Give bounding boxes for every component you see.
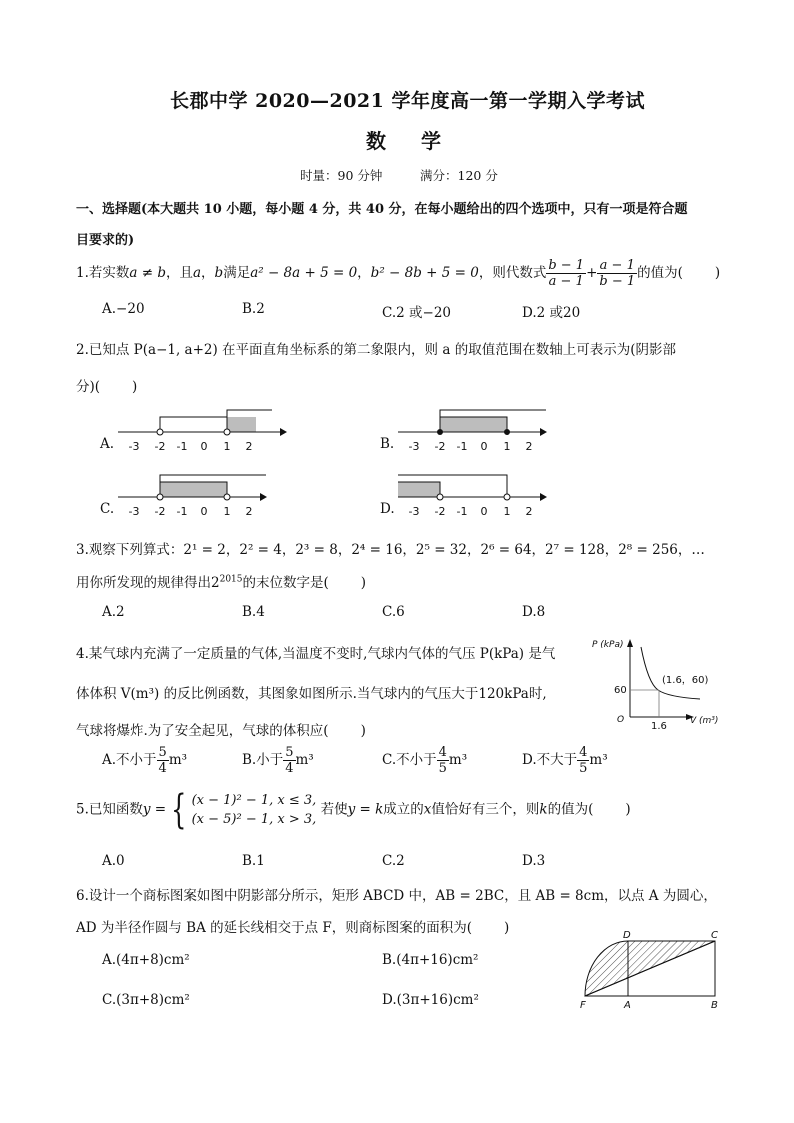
y-axis-label: P (kPa) [592, 640, 624, 650]
tick-label: 0 [200, 505, 208, 518]
q1-option-d[interactable]: D.2 或20 [522, 305, 581, 321]
q2-label-a: A. [100, 436, 115, 452]
q2-label-d: D. [380, 501, 395, 517]
hyperbola-curve [641, 647, 700, 699]
q3-option-b[interactable]: B.4 [242, 604, 265, 620]
number-line-b [380, 405, 570, 455]
question-6: 6.设计一个商标图案如图中阴影部分所示，矩形 ABCD 中，AB = 2BC，且 AB = 8cm，以点 A 为圆心， [76, 888, 717, 904]
pressure-volume-graph [588, 635, 728, 730]
q1-var: b [214, 265, 224, 281]
open-dot [437, 494, 443, 500]
shaded-region [227, 417, 256, 432]
question-3: 3.观察下列算式：2¹ = 2，2² = 4，2³ = 8，2⁴ = 16，2⁵ = 32，2⁶ = 64，2⁷ = 128，2⁸ = 256，… [76, 542, 705, 558]
tick-label: 1 [223, 440, 231, 453]
origin-label: O [617, 715, 625, 725]
q1-option-c[interactable]: C.2 或−20 [382, 305, 452, 321]
logo-figure [575, 930, 725, 1015]
shaded-region [398, 482, 440, 497]
tick-label: -2 [154, 505, 166, 518]
number-line-c [100, 470, 290, 520]
q1-var: a [192, 265, 202, 281]
arrow-icon [540, 493, 547, 501]
x-axis-label: V (m³) [690, 716, 719, 726]
q3-option-a[interactable]: A.2 [102, 604, 125, 620]
question-4-cont: 体体积 V(m³) 的反比例函数，其图象如图所示.当气球内的气压大于120kPa时, [76, 686, 547, 702]
q1-text: ，且 [165, 265, 193, 281]
tick-label: 0 [480, 440, 488, 453]
q4-option-d[interactable]: D.不大于 $\frac{4}{5}$ m³ [522, 745, 608, 776]
tick-label: 0 [480, 505, 488, 518]
q3-option-d[interactable]: D.8 [522, 604, 546, 620]
q1-option-b[interactable]: B.2 [242, 301, 265, 317]
label-f: F [580, 1000, 586, 1011]
tick-label: -2 [434, 505, 446, 518]
question-6-cont: AD 为半径作圆与 BA 的延长线相交于点 F，则商标图案的面积为( ) [76, 920, 510, 936]
tick-label: -3 [128, 440, 140, 453]
label-b: B [711, 1000, 718, 1011]
q1-eq: b² − 8b + 5 = 0 [370, 265, 479, 281]
open-dot [157, 429, 163, 435]
q1-text: 满足 [223, 265, 251, 281]
q2-option-a[interactable] [100, 405, 290, 459]
y-tick-label: 60 [614, 685, 627, 696]
q4-option-c[interactable]: C.不小于 $\frac{4}{5}$ m³ [382, 745, 468, 776]
q6-option-d[interactable]: D.(3π+16)cm² [382, 992, 479, 1008]
q6-option-c[interactable]: C.(3π+8)cm² [102, 992, 190, 1008]
q5-option-c[interactable]: C.2 [382, 853, 405, 869]
label-c: C [711, 930, 718, 941]
arrow-icon [260, 493, 267, 501]
question-4-cont2: 气球将爆炸.为了安全起见，气球的体积应( ) [76, 723, 366, 739]
q1-plus: + [586, 265, 598, 281]
exam-score: 满分：120 分 [420, 168, 498, 183]
q2-label-c: C. [100, 501, 115, 517]
tick-label: 2 [245, 440, 253, 453]
q1-text: ， [201, 265, 215, 281]
tick-label: -3 [408, 505, 420, 518]
q5-option-b[interactable]: B.1 [242, 853, 265, 869]
open-dot [504, 494, 510, 500]
q1-close: ) [714, 265, 721, 281]
number-line-d [380, 470, 570, 520]
q2-option-c[interactable] [100, 470, 290, 524]
q3-option-c[interactable]: C.6 [382, 604, 405, 620]
q5-y-eq: y = [142, 801, 167, 818]
tick-label: -1 [456, 440, 468, 453]
arrow-icon [280, 428, 287, 436]
tick-label: 2 [525, 505, 533, 518]
q2-label-b: B. [380, 436, 395, 452]
q5-option-d[interactable]: D.3 [522, 853, 546, 869]
q4-option-a[interactable]: A.不小于 $\frac{5}{4}$ m³ [102, 745, 188, 776]
shaded-region [160, 482, 227, 497]
q1-text: 的值为( [637, 265, 683, 281]
number-line-a [100, 405, 290, 455]
label-d: D [623, 930, 631, 941]
tick-label: 1 [503, 505, 511, 518]
filled-dot [437, 429, 443, 435]
q1-text: 1.若实数 [76, 265, 130, 281]
q1-fraction: $\frac{a - 1}{b - 1}$ [599, 258, 636, 289]
q1-eq: a² − 8a + 5 = 0 [250, 265, 358, 281]
shaded-region [440, 417, 507, 432]
section-heading: 一、选择题(本大题共 10 小题，每小题 4 分，共 40 分，在每小题给出的四个选项中，只有一项是符合题 [76, 202, 688, 217]
tick-label: 1 [503, 440, 511, 453]
tick-label: 2 [245, 505, 253, 518]
arrow-icon [540, 428, 547, 436]
tick-label: -2 [154, 440, 166, 453]
q6-option-a[interactable]: A.(4π+8)cm² [102, 952, 190, 968]
point-label: (1.6，60) [662, 675, 709, 686]
q4-option-b[interactable]: B.小于 $\frac{5}{4}$ m³ [242, 745, 314, 776]
q5-piecewise: (x − 1)² − 1, x ≤ 3, (x − 5)² − 1, x > 3, [191, 793, 317, 827]
open-dot [157, 494, 163, 500]
question-2-cont: 分)( ) [76, 379, 138, 395]
open-dot [224, 494, 230, 500]
q3-power: $2^{2015}$ [211, 574, 243, 591]
tick-label: 1 [223, 505, 231, 518]
brace-icon: { [171, 787, 187, 833]
question-3-cont: 用你所发现的规律得出$2^{2015}$的末位数字是( ) [76, 574, 367, 591]
open-dot [224, 429, 230, 435]
q1-option-a[interactable]: A.−20 [102, 301, 145, 317]
question-1: 1.若实数a ≠ b，且a，b满足a² − 8a + 5 = 0，b² − 8b + 5 = 0，则代数式 $\frac{b - 1}{a - 1}$ + $\frac{a - 1}{b - 1}$ 的值为( ) [76, 258, 721, 289]
tick-label: 0 [200, 440, 208, 453]
q1-fraction: $\frac{b - 1}{a - 1}$ [548, 258, 585, 289]
q5-option-a[interactable]: A.0 [102, 853, 125, 869]
question-4: 4.某气球内充满了一定质量的气体,当温度不变时,气球内气体的气压 P(kPa) 是气 [76, 646, 556, 662]
subject-title: 数 学 [366, 129, 455, 153]
tick-label: -3 [408, 440, 420, 453]
label-a: A [624, 1000, 631, 1011]
arrow-icon [627, 639, 633, 647]
q1-cond: a ≠ b [129, 265, 166, 281]
question-2: 2.已知点 P(a−1, a+2) 在平面直角坐标系的第二象限内，则 a 的取值范围在数轴上可表示为(阴影部 [76, 342, 676, 358]
question-5: 5.已知函数y = { (x − 1)² − 1, x ≤ 3, (x − 5)² − 1, x > 3, 若使y = k成立的x值恰好有三个，则k的值为( ) [76, 787, 631, 833]
q2-option-b[interactable] [380, 405, 570, 459]
tick-label: -3 [128, 505, 140, 518]
tick-label: 2 [525, 440, 533, 453]
exam-title: 长郡中学 2020—2021 学年度高一第一学期入学考试 [170, 90, 645, 112]
q1-text: ，则代数式 [478, 265, 547, 281]
tick-label: -2 [434, 440, 446, 453]
filled-dot [504, 429, 510, 435]
exam-time: 时量：90 分钟 [300, 168, 383, 183]
q6-option-b[interactable]: B.(4π+16)cm² [382, 952, 479, 968]
x-tick-label: 1.6 [651, 721, 667, 730]
section-heading-cont: 目要求的) [76, 233, 135, 248]
q2-option-d[interactable] [380, 470, 570, 524]
tick-label: -1 [176, 505, 188, 518]
tick-label: -1 [176, 440, 188, 453]
tick-label: -1 [456, 505, 468, 518]
